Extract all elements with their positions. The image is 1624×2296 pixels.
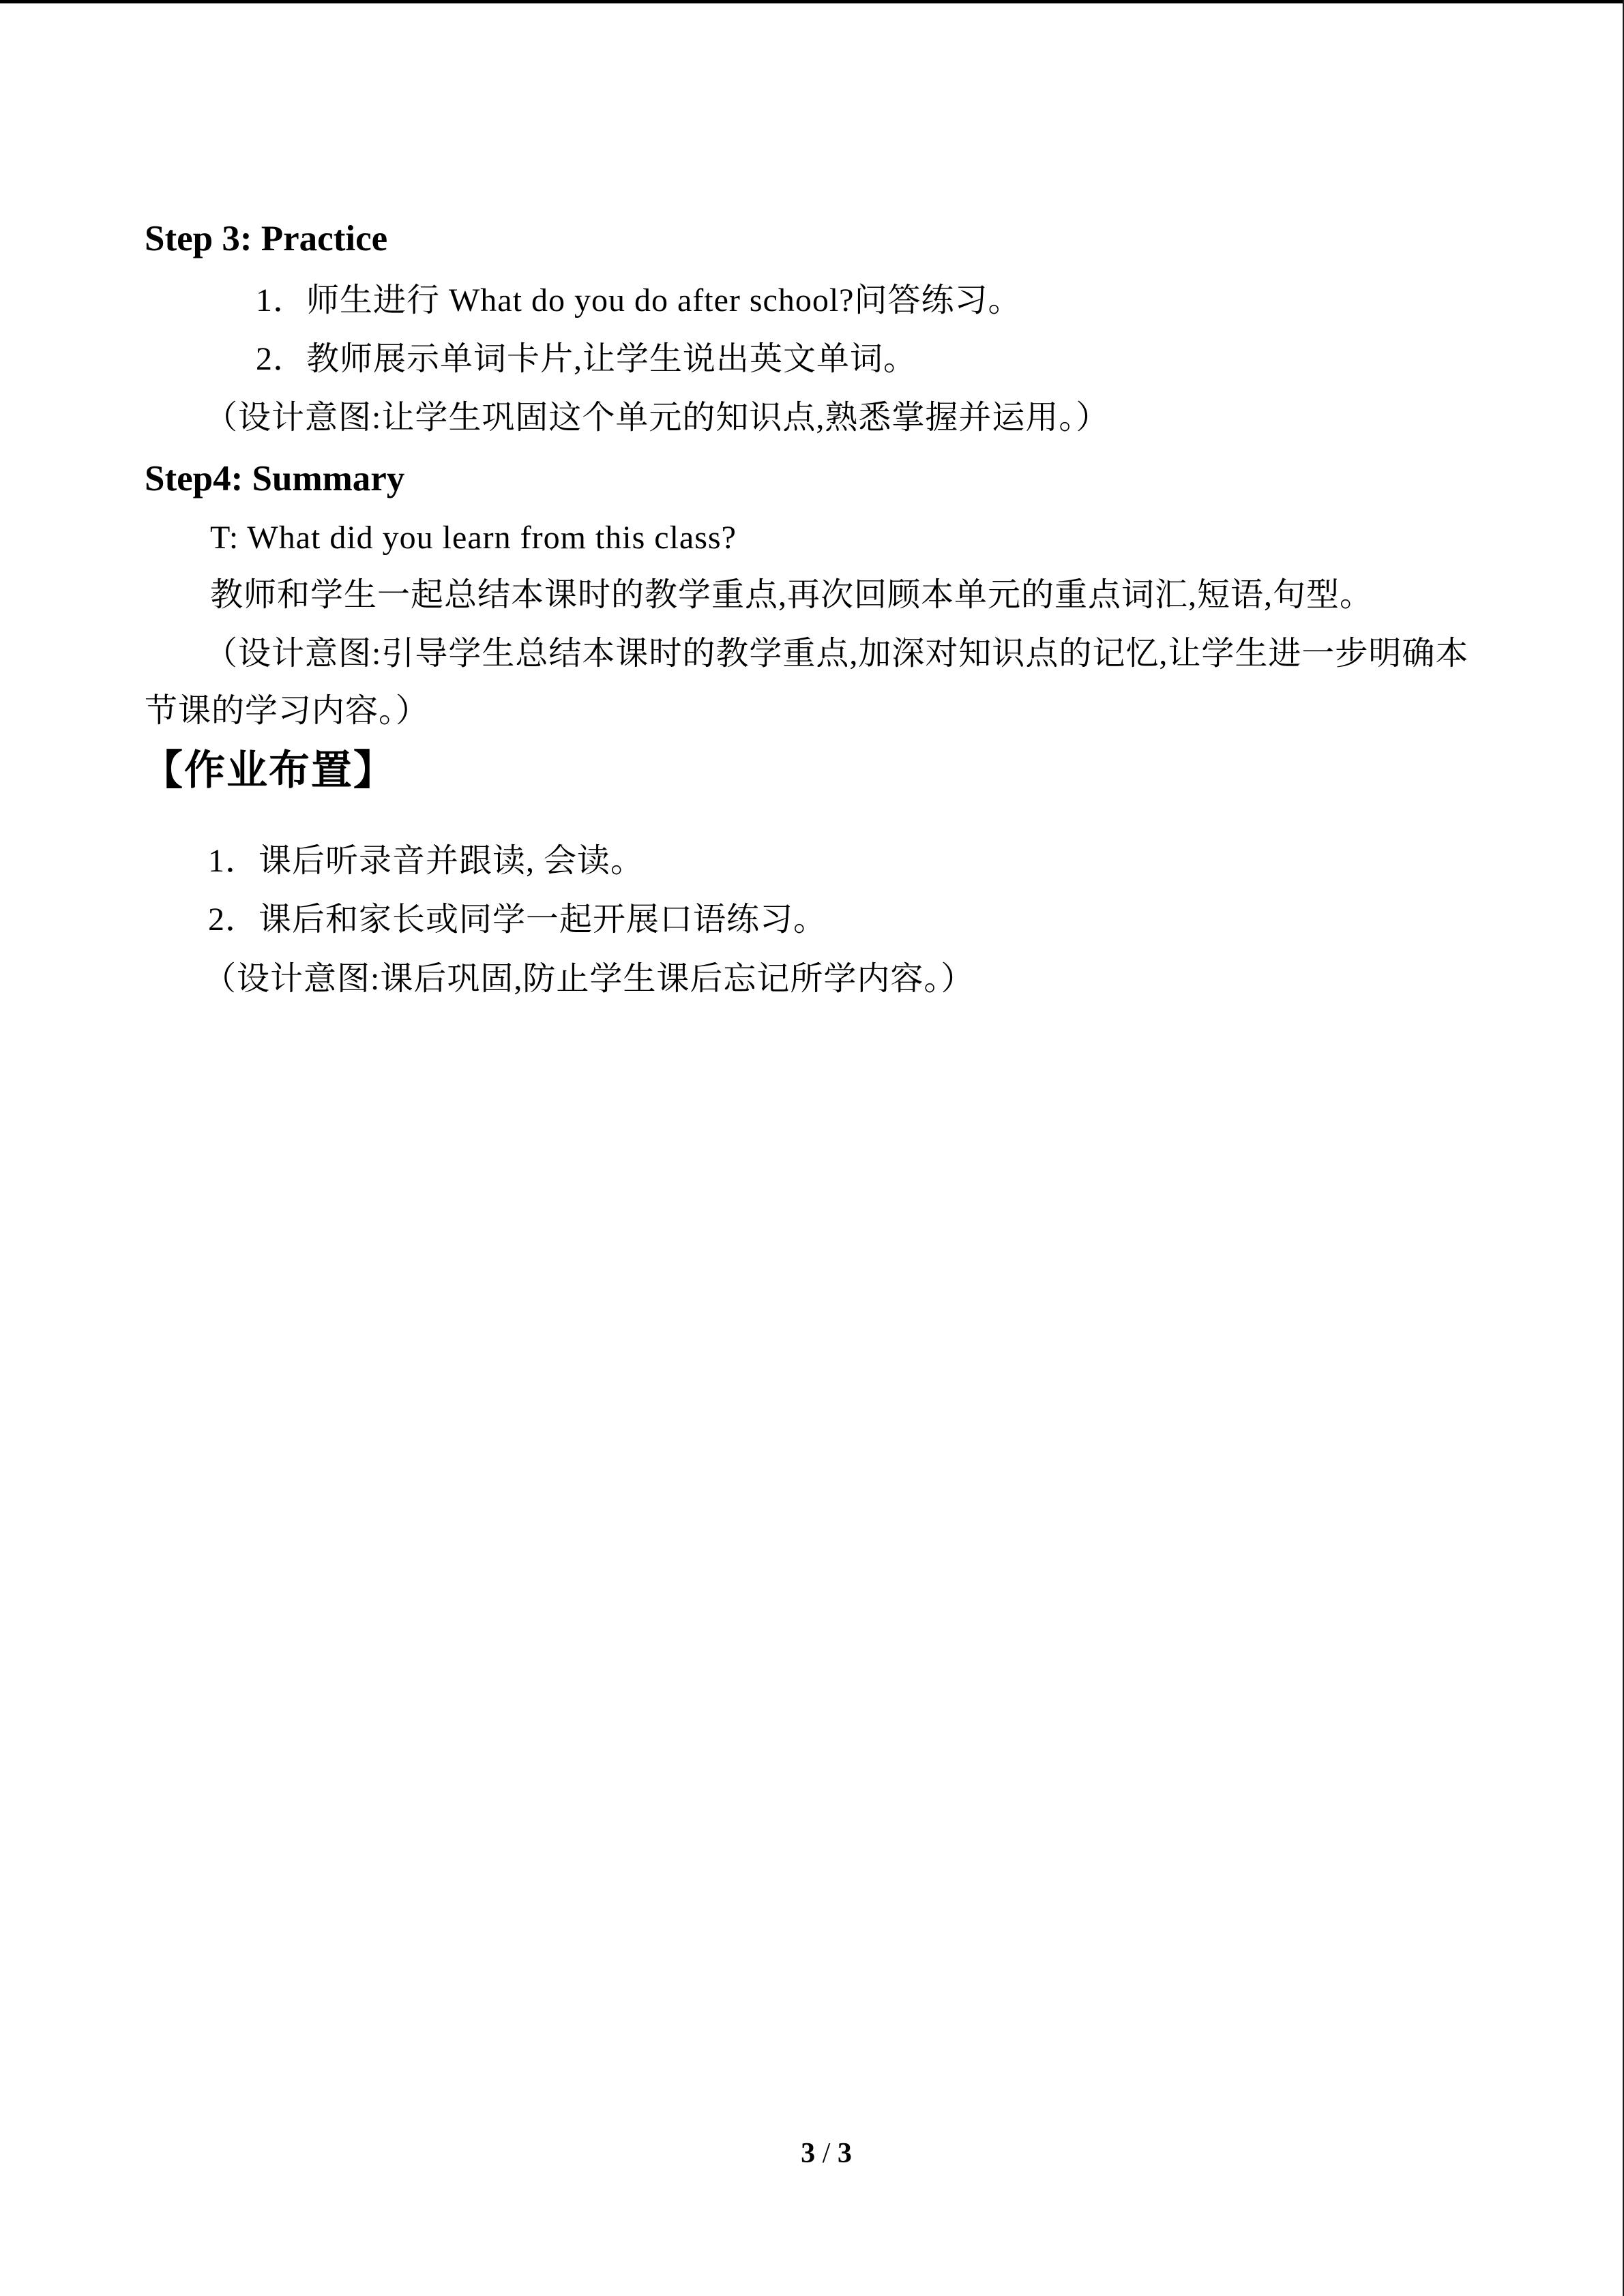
page-number-total: 3 [837, 2138, 852, 2169]
homework-item-1: 1．课后听录音并跟读, 会读。 [208, 843, 645, 879]
step3-item-2: 2．教师展示单词卡片,让学生说出英文单词。 [256, 341, 917, 377]
homework-item-2: 2．课后和家长或同学一起开展口语练习。 [208, 901, 827, 938]
step3-item-1: 1．师生进行 What do you do after school?问答练习。 [256, 282, 1022, 318]
step4-design-note-line2: 节课的学习内容。） [145, 693, 430, 729]
homework-design-note: （设计意图:课后巩固,防止学生课后忘记所学内容。） [203, 961, 975, 997]
page-top-border [0, 0, 1624, 3]
step3-design-note: （设计意图:让学生巩固这个单元的知识点,熟悉掌握并运用。） [205, 400, 1110, 436]
step4-design-note-line1: （设计意图:引导学生总结本课时的教学重点,加深对知识点的记忆,让学生进一步明确本 [205, 636, 1469, 672]
page-number-separator: / [815, 2138, 838, 2169]
step4-heading: Step4: Summary [145, 459, 405, 498]
page-number-current: 3 [801, 2138, 816, 2169]
homework-heading: 【作业布置】 [142, 748, 396, 793]
step4-summary-line: 教师和学生一起总结本课时的教学重点,再次回顾本单元的重点词汇,短语,句型。 [210, 577, 1374, 613]
step4-teacher-question: T: What did you learn from this class? [210, 520, 737, 556]
step3-heading: Step 3: Practice [145, 219, 388, 258]
page-number [0, 2104, 1624, 2203]
